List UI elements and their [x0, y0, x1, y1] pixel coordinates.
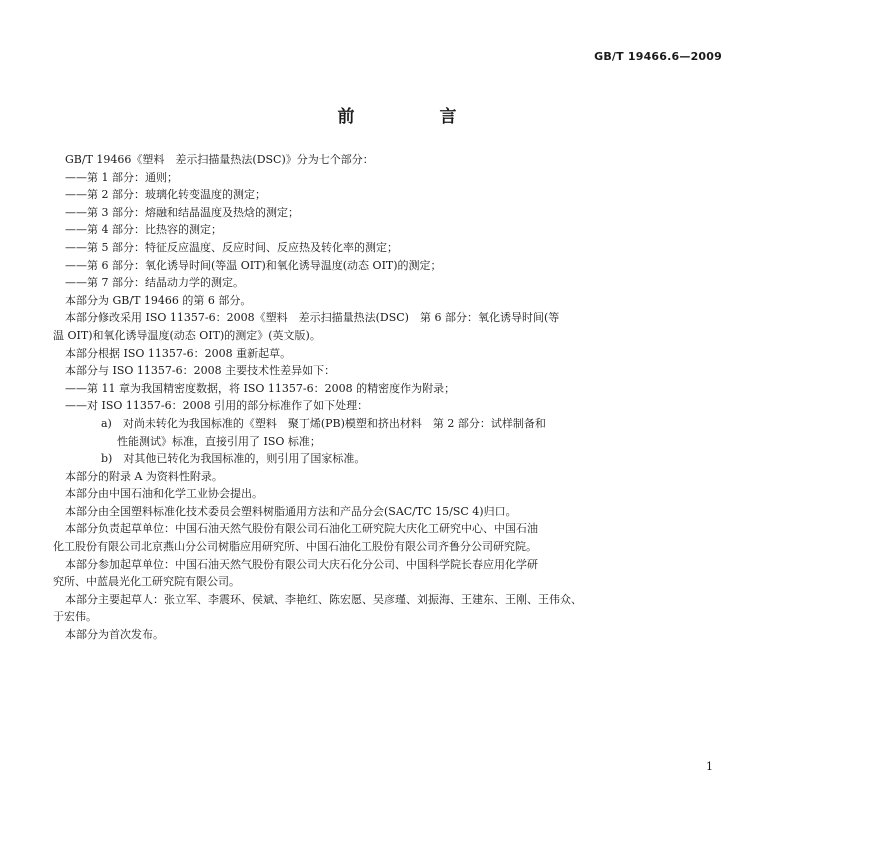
text-line: 本部分负责起草单位：中国石油天然气股份有限公司石油化工研究院大庆化工研究中心、中国石油 [65, 522, 538, 536]
text-line: 化工股份有限公司北京燕山分公司树脂应用研究所、中国石油化工股份有限公司齐鲁分公司研究院。 [53, 540, 537, 554]
text-line: 本部分主要起草人：张立军、李震环、侯斌、李艳红、陈宏愿、吴彦瑾、刘振海、王建东、王刚、王伟众、 [65, 592, 582, 606]
text-line: ——第 7 部分：结晶动力学的测定。 [65, 276, 244, 290]
text-line: 性能测试》标准，直接引用了 ISO 标准； [117, 434, 321, 448]
text-line: 温 OIT)和氧化诱导温度(动态 OIT)的测定》(英文版)。 [53, 328, 321, 342]
text-line: 本部分为 GB/T 19466 的第 6 部分。 [65, 293, 252, 307]
preface-body [53, 151, 725, 644]
text-line: 本部分由全国塑料标准化技术委员会塑料树脂通用方法和产品分会(SAC/TC 15/SC 4)归口。 [65, 504, 517, 518]
standard-number: GB/T 19466.6—2009 [594, 50, 722, 63]
text-line: 本部分根据 ISO 11357-6：2008 重新起草。 [65, 346, 292, 360]
text-line: ——第 2 部分：玻璃化转变温度的测定； [65, 188, 266, 202]
text-line: 本部分为首次发布。 [65, 628, 164, 642]
text-line: 本部分的附录 A 为资料性附录。 [65, 469, 223, 483]
text-line: 究所、中蓝晨光化工研究院有限公司。 [53, 575, 240, 589]
text-line: ——第 3 部分：熔融和结晶温度及热焓的测定； [65, 205, 299, 219]
text-line: ——第 4 部分：比热容的测定； [65, 223, 222, 237]
text-line: 本部分与 ISO 11357-6：2008 主要技术性差异如下： [65, 364, 336, 378]
text-line: b) 对其他已转化为我国标准的，则引用了国家标准。 [101, 452, 366, 466]
text-line: a) 对尚未转化为我国标准的《塑料 聚丁烯(PB)模塑和挤出材料 第 2 部分：试样制备和 [101, 416, 546, 430]
text-line: ——第 5 部分：特征反应温度、反应时间、反应热及转化率的测定； [65, 240, 398, 254]
text-line: ——对 ISO 11357-6：2008 引用的部分标准作了如下处理： [65, 399, 369, 413]
text-line: GB/T 19466《塑料 差示扫描量热法(DSC)》分为七个部分： [65, 153, 374, 166]
page-number: 1 [706, 760, 713, 773]
text-line: ——第 11 章为我国精密度数据，将 ISO 11357-6：2008 的精密度作为附录； [65, 381, 456, 395]
text-line: ——第 1 部分：通则； [65, 170, 178, 184]
text-line: 于宏伟。 [53, 610, 97, 624]
text-line: 本部分参加起草单位：中国石油天然气股份有限公司大庆石化分公司、中国科学院长春应用化学研 [65, 557, 538, 571]
text-line: ——第 6 部分：氧化诱导时间(等温 OIT)和氧化诱导温度(动态 OIT)的测定； [65, 258, 442, 272]
page-title: 前 言 [337, 107, 491, 127]
text-line: 本部分修改采用 ISO 11357-6：2008《塑料 差示扫描量热法(DSC) 第 6 部分：氧化诱导时间(等 [65, 311, 560, 325]
text-line: 本部分由中国石油和化学工业协会提出。 [65, 487, 263, 501]
